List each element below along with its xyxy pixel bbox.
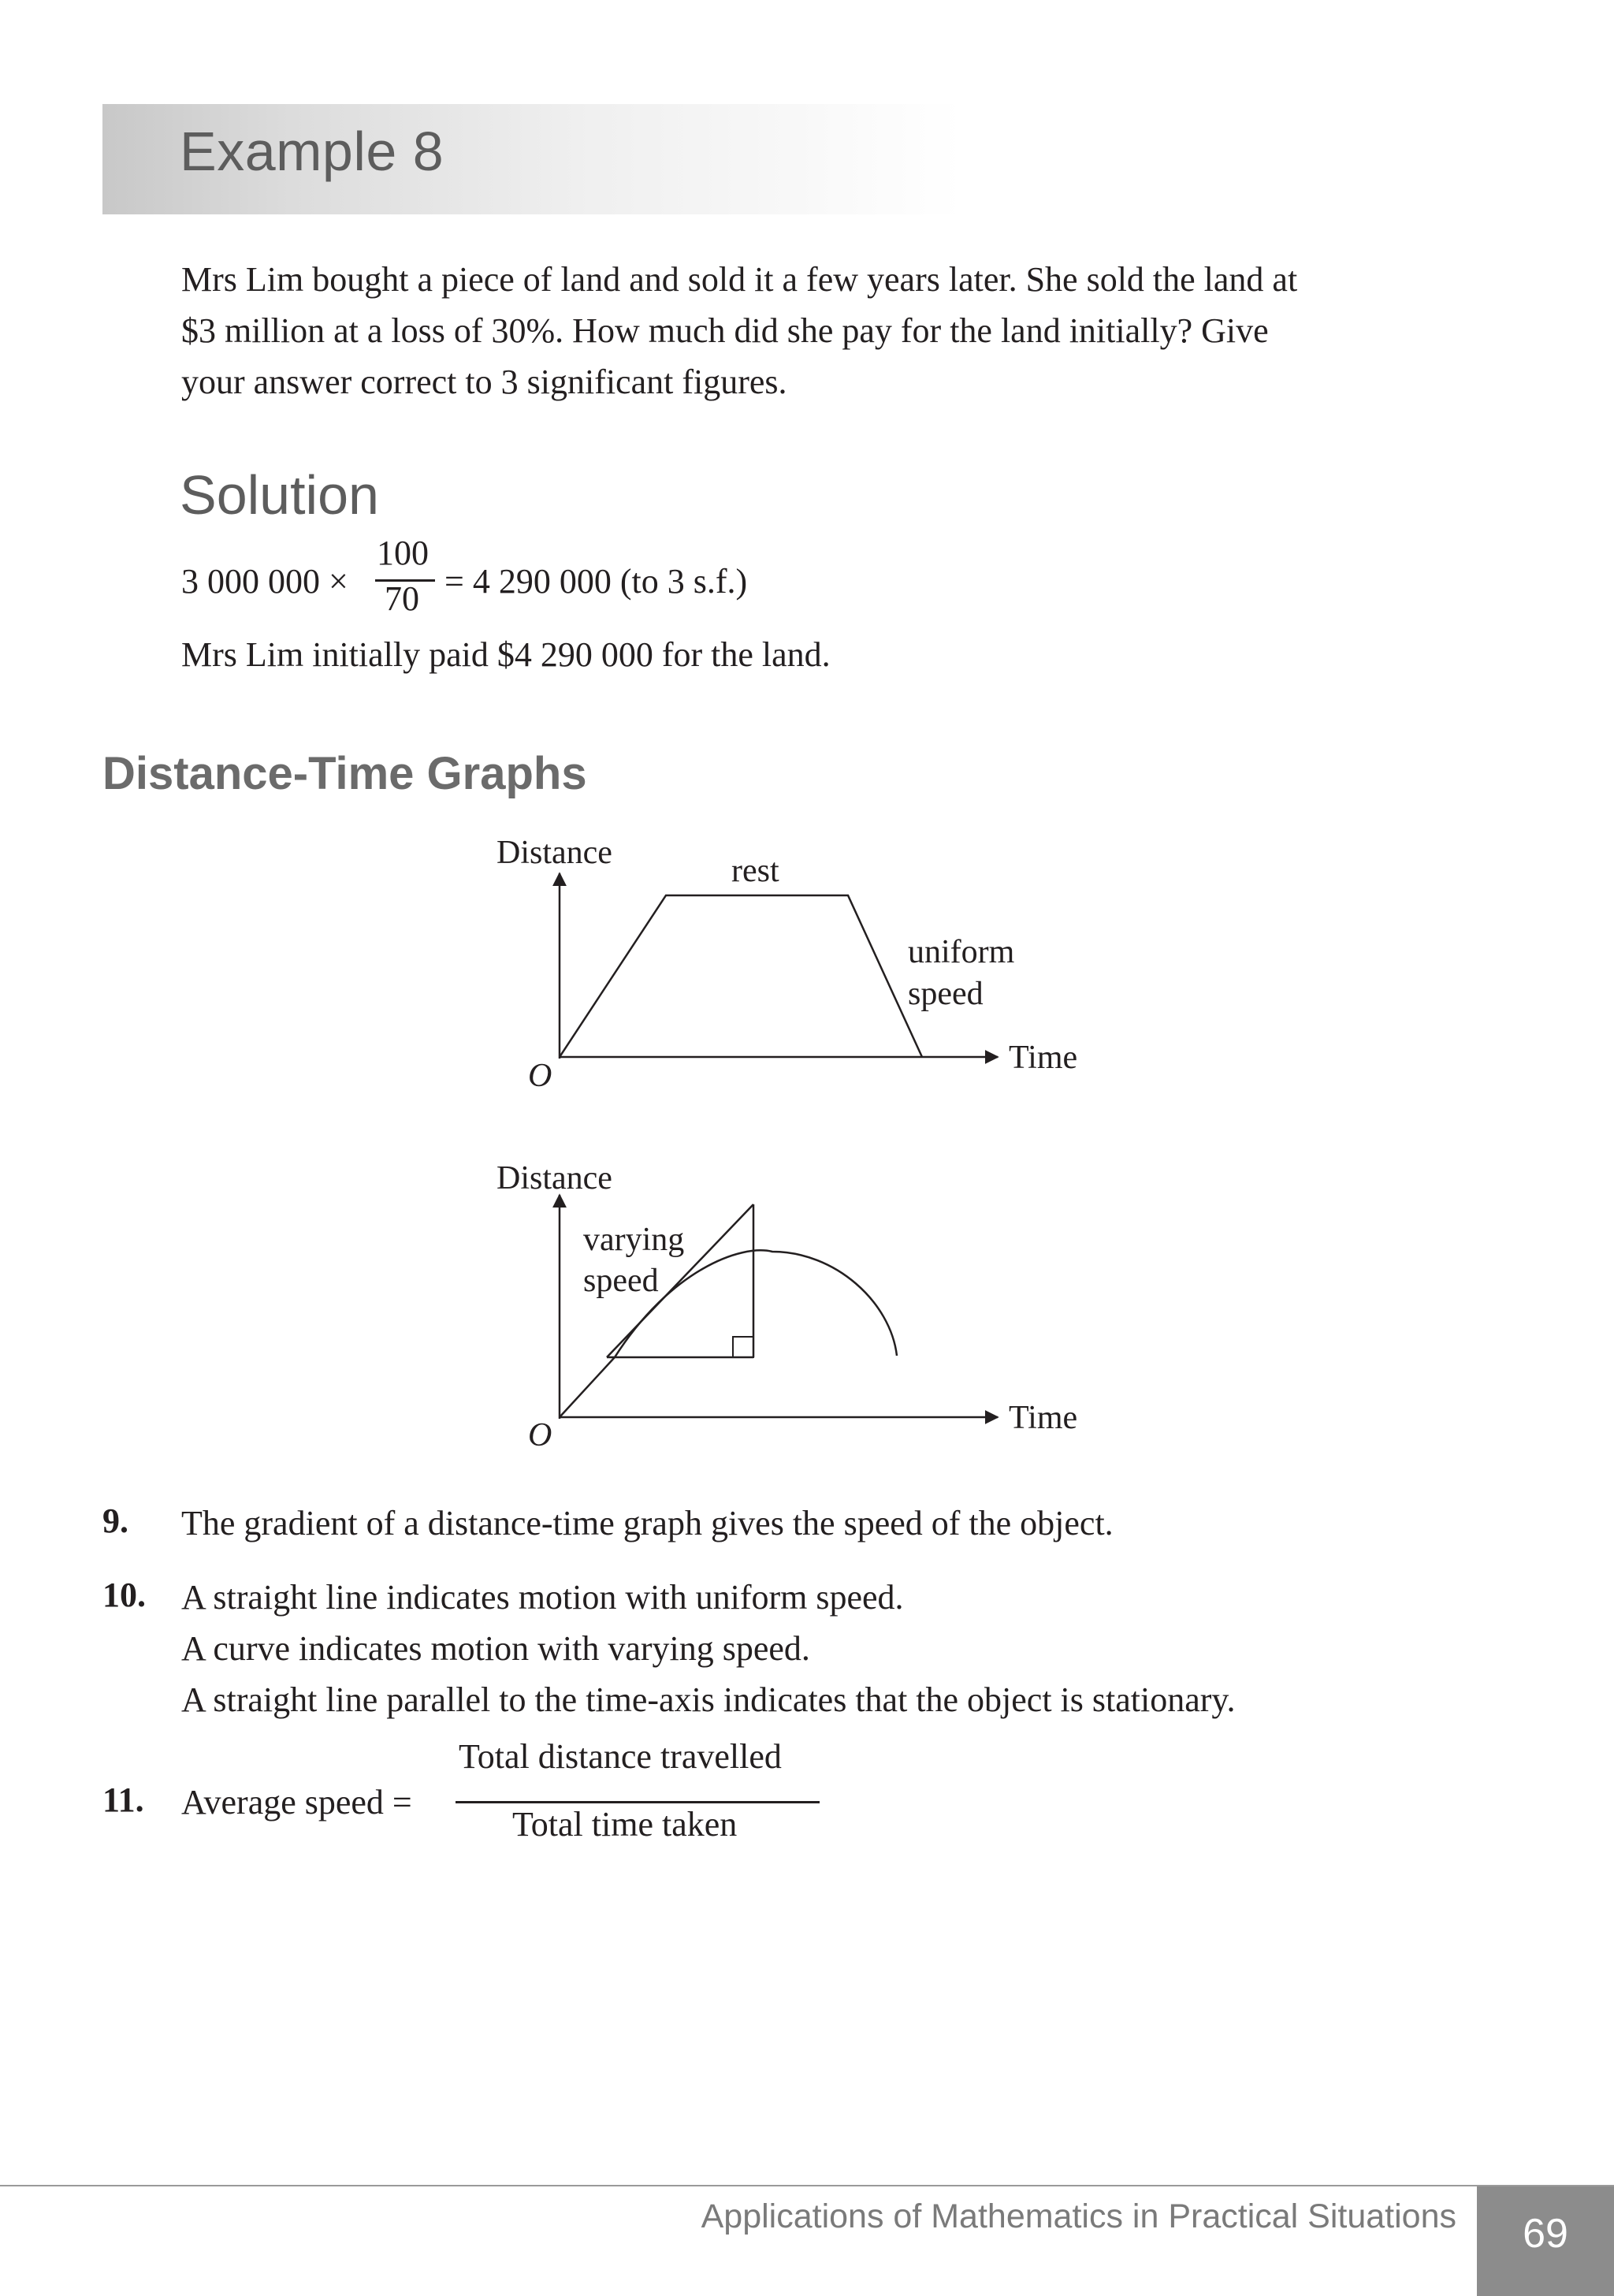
question-line: $3 million at a loss of 30%. How much did she pay for the land initially? Give bbox=[181, 311, 1269, 350]
uniform-label: uniform bbox=[908, 934, 1015, 970]
footer-rule bbox=[0, 2185, 1614, 2186]
footer-chapter-title: Applications of Mathematics in Practical Situations bbox=[701, 2197, 1456, 2235]
note-9-text: The gradient of a distance-time graph gives the speed of the object. bbox=[181, 1504, 1114, 1542]
formula-denominator: Total time taken bbox=[512, 1805, 738, 1844]
note-10-line: A straight line indicates motion with uniform speed. bbox=[181, 1578, 904, 1617]
note-11-number: 11. bbox=[102, 1781, 144, 1819]
page-number: 69 bbox=[1523, 2211, 1568, 2257]
equation-denominator: 70 bbox=[385, 579, 419, 618]
note-10-number: 10. bbox=[102, 1576, 146, 1614]
question-line: your answer correct to 3 significant figures. bbox=[181, 363, 787, 401]
equation-numerator: 100 bbox=[377, 534, 429, 572]
page-number-box bbox=[1477, 2186, 1614, 2296]
example-title: Example 8 bbox=[180, 121, 444, 182]
distance-time-graph-uniform bbox=[441, 828, 1151, 1107]
example-question bbox=[181, 254, 1474, 407]
graph-uniform-svg bbox=[441, 828, 1151, 1103]
equation-left: 3 000 000 × bbox=[181, 562, 348, 601]
graph-varying-svg bbox=[441, 1152, 1151, 1468]
question-line: Mrs Lim bought a piece of land and sold it a few years later. She sold the land at bbox=[181, 260, 1298, 299]
note-9-number: 9. bbox=[102, 1502, 128, 1540]
distance-time-graph-varying bbox=[441, 1152, 1151, 1472]
varying-label: varying bbox=[583, 1222, 685, 1258]
right-angle-mark bbox=[733, 1337, 753, 1357]
formula-numerator: Total distance travelled bbox=[459, 1737, 782, 1776]
section-title: Distance-Time Graphs bbox=[102, 748, 587, 799]
x-axis-label: Time bbox=[1009, 1400, 1078, 1436]
origin-label: O bbox=[528, 1058, 552, 1094]
x-axis-label: Time bbox=[1009, 1040, 1078, 1076]
speed-label: speed bbox=[583, 1263, 659, 1299]
speed-label: speed bbox=[908, 976, 984, 1012]
note-10-line: A curve indicates motion with varying speed. bbox=[181, 1629, 810, 1668]
y-axis-label: Distance bbox=[496, 1160, 612, 1196]
y-axis-label: Distance bbox=[496, 835, 612, 871]
distance-time-line bbox=[560, 895, 922, 1057]
origin-label: O bbox=[528, 1417, 552, 1453]
average-speed-label: Average speed = bbox=[181, 1783, 412, 1822]
solution-conclusion: Mrs Lim initially paid $4 290 000 for the land. bbox=[181, 635, 831, 674]
note-10-line: A straight line parallel to the time-axis indicates that the object is stationary. bbox=[181, 1680, 1236, 1719]
solution-title: Solution bbox=[180, 464, 379, 526]
equation-right: = 4 290 000 (to 3 s.f.) bbox=[444, 562, 748, 601]
rest-label: rest bbox=[731, 853, 779, 889]
